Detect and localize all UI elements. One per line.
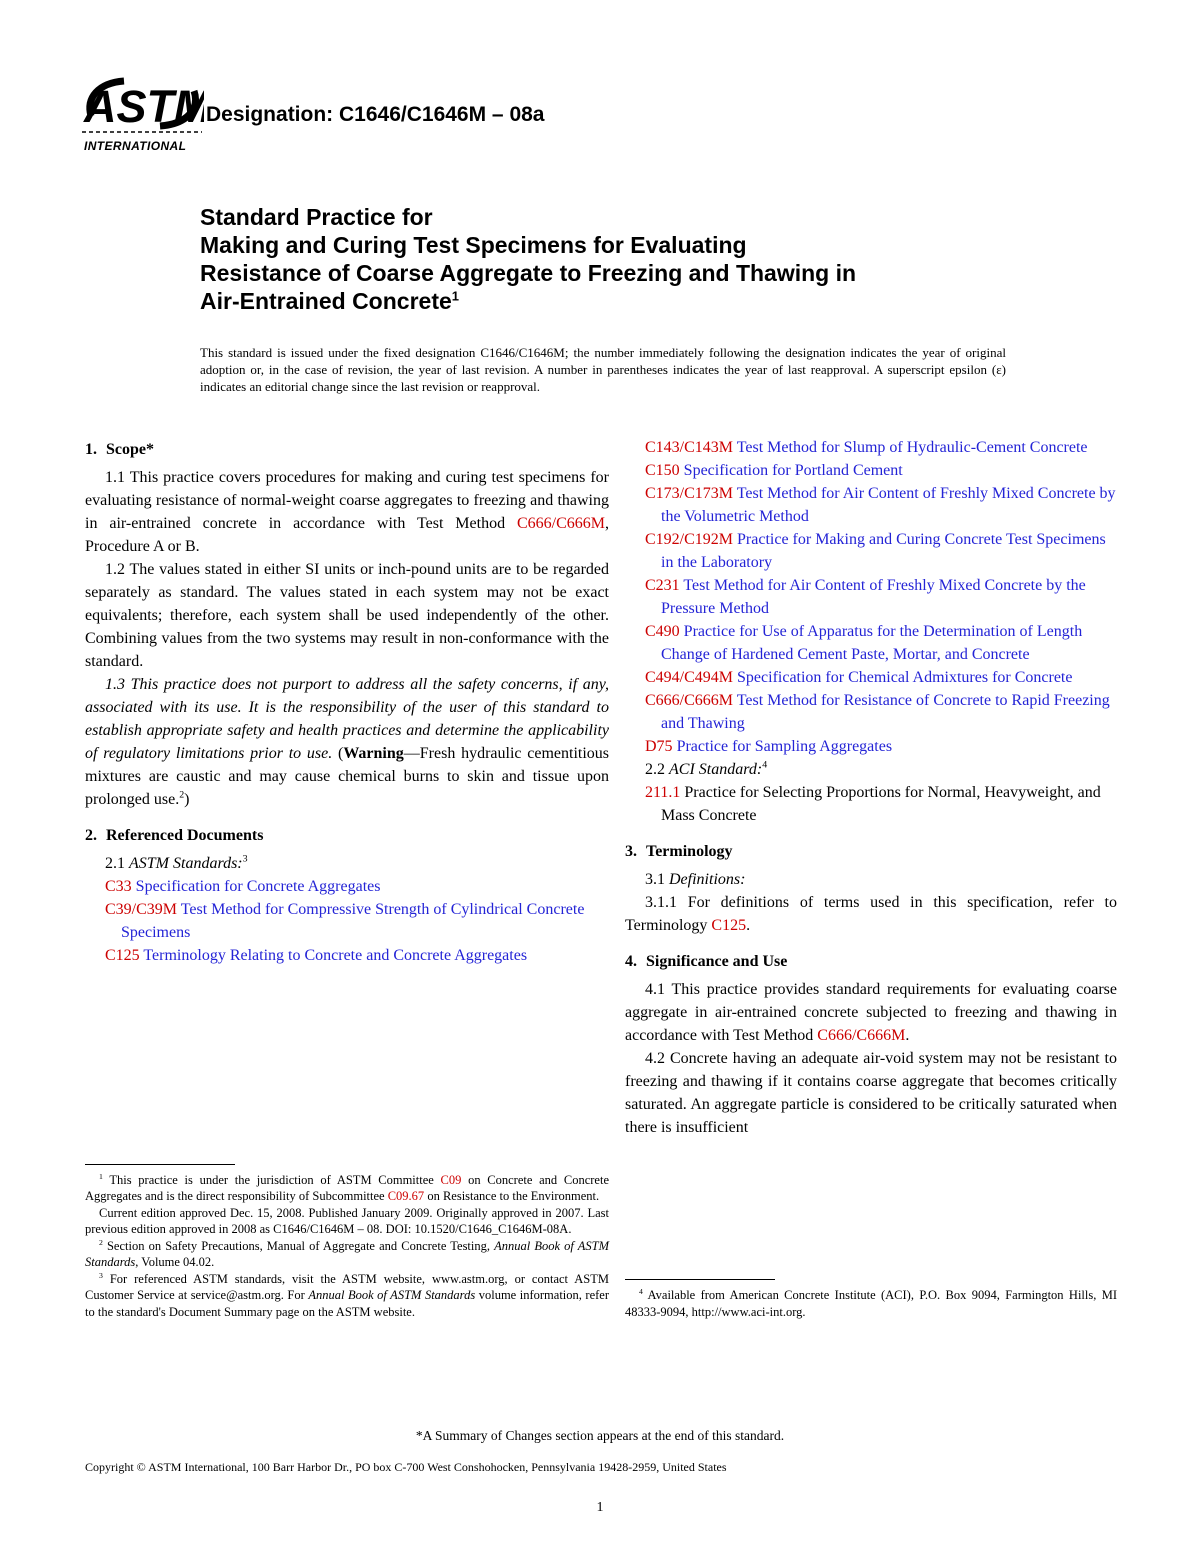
footnote-3 (85, 1271, 609, 1321)
book-title: Annual Book of ASTM Standards (85, 1238, 609, 1269)
body-columns (85, 436, 1117, 1320)
reference-title-link[interactable]: Test Method for Air Content of Freshly Mixed Concrete by the Pressure Method (661, 577, 1086, 617)
link-c666-c666m[interactable]: C666/C666M (817, 1027, 906, 1044)
logo-text-international: INTERNATIONAL (84, 139, 187, 153)
text-run: 2.1 (105, 855, 129, 872)
paragraph-3-1-1 (625, 891, 1117, 937)
reference-title-link[interactable]: Test Method for Resistance of Concrete to Rapid Freezing and Thawing (661, 692, 1110, 732)
text-run: 2.2 (645, 761, 669, 778)
section-heading-referenced-documents (85, 824, 609, 847)
book-title: Annual Book of ASTM Standards (308, 1288, 476, 1302)
aci-standard-label: ACI Standard: (669, 761, 763, 778)
page-number: 1 (596, 1500, 604, 1515)
title-text: Air-Entrained Concrete (200, 288, 452, 314)
reference-title-link[interactable]: Specification for Concrete Aggregates (135, 878, 381, 895)
astm-logo-graphic (82, 74, 204, 176)
reference-code-link[interactable]: C490 (645, 623, 680, 640)
reference-title-link[interactable]: Practice for Making and Curing Concrete Test Specimens in the Laboratory (661, 531, 1106, 571)
summary-of-changes-note: *A Summary of Changes section appears at the end of this standard. (415, 1428, 785, 1443)
link-c125[interactable]: C125 (711, 917, 747, 934)
paragraph-1-3 (85, 673, 609, 811)
text-run: 4.1 This practice provides standard requirements for evaluating coarse aggregate in air-entrained concrete subjected to freezing and thawing in accordance with Test Method (625, 981, 1117, 1044)
section-heading-scope (85, 438, 609, 461)
reference-title-link[interactable]: Specification for Portland Cement (683, 462, 903, 479)
reference-code-link[interactable]: 211.1 (645, 784, 681, 801)
reference-item (645, 436, 1117, 459)
warning-label: Warning (343, 745, 404, 762)
title-line-1 (200, 231, 856, 259)
copyright-line: Copyright © ASTM International, 100 Barr Harbor Dr., PO box C-700 West Conshohocken, Pennsylvania 19428-2959, United States (85, 1460, 727, 1474)
reference-item (645, 459, 1117, 482)
text-run: —Fresh hydraulic cementitious mixtures are caustic and may cause chemical burns to skin and tissue upon prolonged use. (85, 745, 609, 808)
edition-note: Current edition approved Dec. 15, 2008. Published January 2009. Originally approved in 2007. Last previous edition approved in 2008 as C1646/C1646M – 08. DOI: 10.1520/C1646_C1646M-08A. (85, 1205, 609, 1236)
reference-code-link[interactable]: C173/C173M (645, 485, 734, 502)
reference-title-link[interactable]: Test Method for Air Content of Freshly Mixed Concrete by the Volumetric Method (661, 485, 1116, 525)
paragraph-1-1 (85, 466, 609, 558)
footnote-divider (625, 1279, 775, 1280)
reference-item (645, 574, 1117, 620)
reference-item (645, 689, 1117, 735)
reference-code-link[interactable]: C39/C39M (105, 901, 178, 918)
reference-code-link[interactable]: C231 (645, 577, 680, 594)
reference-title-link[interactable]: Practice for Use of Apparatus for the Determination of Length Change of Hardened Cement Paste, Mortar, and Concrete (661, 623, 1083, 663)
right-footnotes (625, 1279, 1117, 1320)
footnote-ref: 2 (99, 1237, 103, 1247)
reference-title-link[interactable]: Test Method for Slump of Hydraulic-Cement Concrete (736, 439, 1088, 456)
reference-code-link[interactable]: C125 (105, 947, 140, 964)
text-run: Section on Safety Precautions, Manual of Aggregate and Concrete Testing, (102, 1238, 495, 1253)
footnote-ref: 3 (99, 1270, 103, 1280)
reference-item (105, 898, 609, 944)
paragraph-4-2: 4.2 Concrete having an adequate air-void system may not be resistant to freezing and thawing if it contains coarse aggregate that becomes critically saturated. An aggregate particle is considered to be critically saturated when there is insufficient (625, 1050, 1117, 1136)
section-title: Scope* (106, 441, 154, 458)
reference-title-link[interactable]: Practice for Sampling Aggregates (676, 738, 893, 755)
section-title: Significance and Use (646, 953, 788, 970)
paragraph-4-1 (625, 978, 1117, 1047)
paragraph-1-2: 1.2 The values stated in either SI units or inch-pound units are to be regarded separately as standard. The values stated in each system may not be exact equivalents; therefore, each system shall be used independently of the other. Combining values from the two systems may result in non-conformance with the standard. (85, 561, 609, 670)
paragraph-2-1 (85, 852, 609, 875)
reference-code-link[interactable]: C666/C666M (645, 692, 734, 709)
left-footnotes (85, 1164, 609, 1321)
text-run: 1.1 This practice covers procedures for making and curing test specimens for evaluating resistance of normal-weight coarse aggregates to freezing and thawing in air-entrained concrete in accordance with Test Method (85, 469, 609, 532)
logo-text-astm: ASTM (84, 81, 204, 132)
astm-logo (82, 74, 204, 176)
reference-code-link[interactable]: C143/C143M (645, 439, 734, 456)
text-run: ( (337, 745, 344, 762)
section-title: Terminology (646, 843, 733, 860)
section-number: 2. (85, 827, 97, 844)
text-run: ) (184, 791, 190, 808)
footnote-ref: 1 (99, 1171, 103, 1181)
footnote-ref: 4 (762, 759, 768, 771)
reference-title-link[interactable]: Specification for Chemical Admixtures for Concrete (737, 669, 1073, 686)
reference-code-link[interactable]: D75 (645, 738, 673, 755)
text-run: on Resistance to the Environment. (424, 1189, 600, 1203)
title-line-3 (200, 287, 856, 315)
footnote-4 (625, 1287, 1117, 1320)
reference-title: Practice for Selecting Proportions for Normal, Heavyweight, and Mass Concrete (661, 784, 1101, 824)
issuance-note: This standard is issued under the fixed designation C1646/C1646M; the number immediately following the designation indicates the year of original adoption or, in the case of revision, the year of last revision. A number in parentheses indicates the year of last reapproval. A superscript epsilon (ε) indicates an editorial change since the last revision or reapproval. (200, 345, 1006, 394)
text-run: . (905, 1027, 910, 1044)
text-run: , Procedure A or B. (85, 515, 609, 555)
section-heading-significance (625, 950, 1117, 973)
reference-code-link[interactable]: C494/C494M (645, 669, 734, 686)
link-c09-67[interactable]: C09.67 (387, 1189, 425, 1203)
section-number: 4. (625, 953, 637, 970)
footnote-2 (85, 1238, 609, 1271)
reference-code-link[interactable]: C192/C192M (645, 531, 734, 548)
section-title: Referenced Documents (106, 827, 264, 844)
text-run: on Concrete and Concrete Aggregates and is the direct responsibility of Subcommittee (85, 1172, 609, 1203)
designation-title: Designation: C1646/C1646M – 08a (206, 103, 545, 126)
footnote-ref: 2 (179, 789, 185, 801)
paragraph-2-2 (625, 758, 1117, 781)
title-text: Making and Curing Test Specimens for Evaluating (200, 232, 747, 258)
paragraph-3-1 (625, 868, 1117, 891)
link-c666-c666m[interactable]: C666/C666M (516, 515, 605, 532)
title-footnote-ref: 1 (451, 288, 459, 304)
text-run: . (746, 917, 751, 934)
title-line-2 (200, 259, 856, 287)
reference-item (645, 620, 1117, 666)
reference-code-link[interactable]: C150 (645, 462, 680, 479)
section-number: 1. (85, 441, 97, 458)
reference-title-link[interactable]: Test Method for Compressive Strength of Cylindrical Concrete Specimens (121, 901, 585, 941)
footnote-1 (85, 1172, 609, 1205)
text-run: 3.1 (645, 871, 669, 888)
text-run: For referenced ASTM standards, visit the ASTM website, www.astm.org, or contact ASTM Customer Service at service@astm.org. For (85, 1271, 609, 1302)
definitions-label: Definitions: (669, 871, 746, 888)
title-kicker: Standard Practice for (200, 204, 433, 230)
link-c09[interactable]: C09 (440, 1172, 462, 1187)
footnote-divider (85, 1164, 235, 1165)
title-block (200, 203, 856, 315)
right-column (625, 436, 1117, 1320)
reference-item (105, 875, 609, 898)
section-number: 3. (625, 843, 637, 860)
reference-item (645, 735, 1117, 758)
footnote-ref: 3 (242, 853, 248, 865)
text-run: , Volume 04.02. (135, 1255, 215, 1269)
reference-item (645, 666, 1117, 689)
reference-item (105, 944, 609, 967)
astm-standards-label: ASTM Standards: (129, 855, 243, 872)
footnote-ref: 4 (639, 1286, 643, 1296)
left-column (85, 436, 609, 1320)
text-run: Available from American Concrete Institute (ACI), P.O. Box 9094, Farmington Hills, MI 48333-9094, http://www.aci-int.org. (625, 1288, 1117, 1319)
text-run: volume information, refer to the standard's Document Summary page on the ASTM website. (85, 1288, 609, 1319)
section-heading-terminology (625, 840, 1117, 863)
reference-item-aci (645, 781, 1117, 827)
text-run: 3.1.1 For definitions of terms used in this specification, refer to Terminology (625, 894, 1117, 934)
reference-code-link[interactable]: C33 (105, 878, 132, 895)
text-run-italic: 1.3 This practice does not purport to address all the safety concerns, if any, associated with its use. It is the responsibility of the user of this standard to establish appropriate safety and health practices and determine the applicability of regulatory limitations prior to use. (85, 676, 609, 762)
title-text: Resistance of Coarse Aggregate to Freezing and Thawing in (200, 260, 857, 286)
reference-title-link[interactable]: Terminology Relating to Concrete and Concrete Aggregates (143, 947, 528, 964)
reference-item (645, 482, 1117, 528)
reference-item (645, 528, 1117, 574)
text-run: This practice is under the jurisdiction of ASTM Committee (102, 1172, 441, 1187)
